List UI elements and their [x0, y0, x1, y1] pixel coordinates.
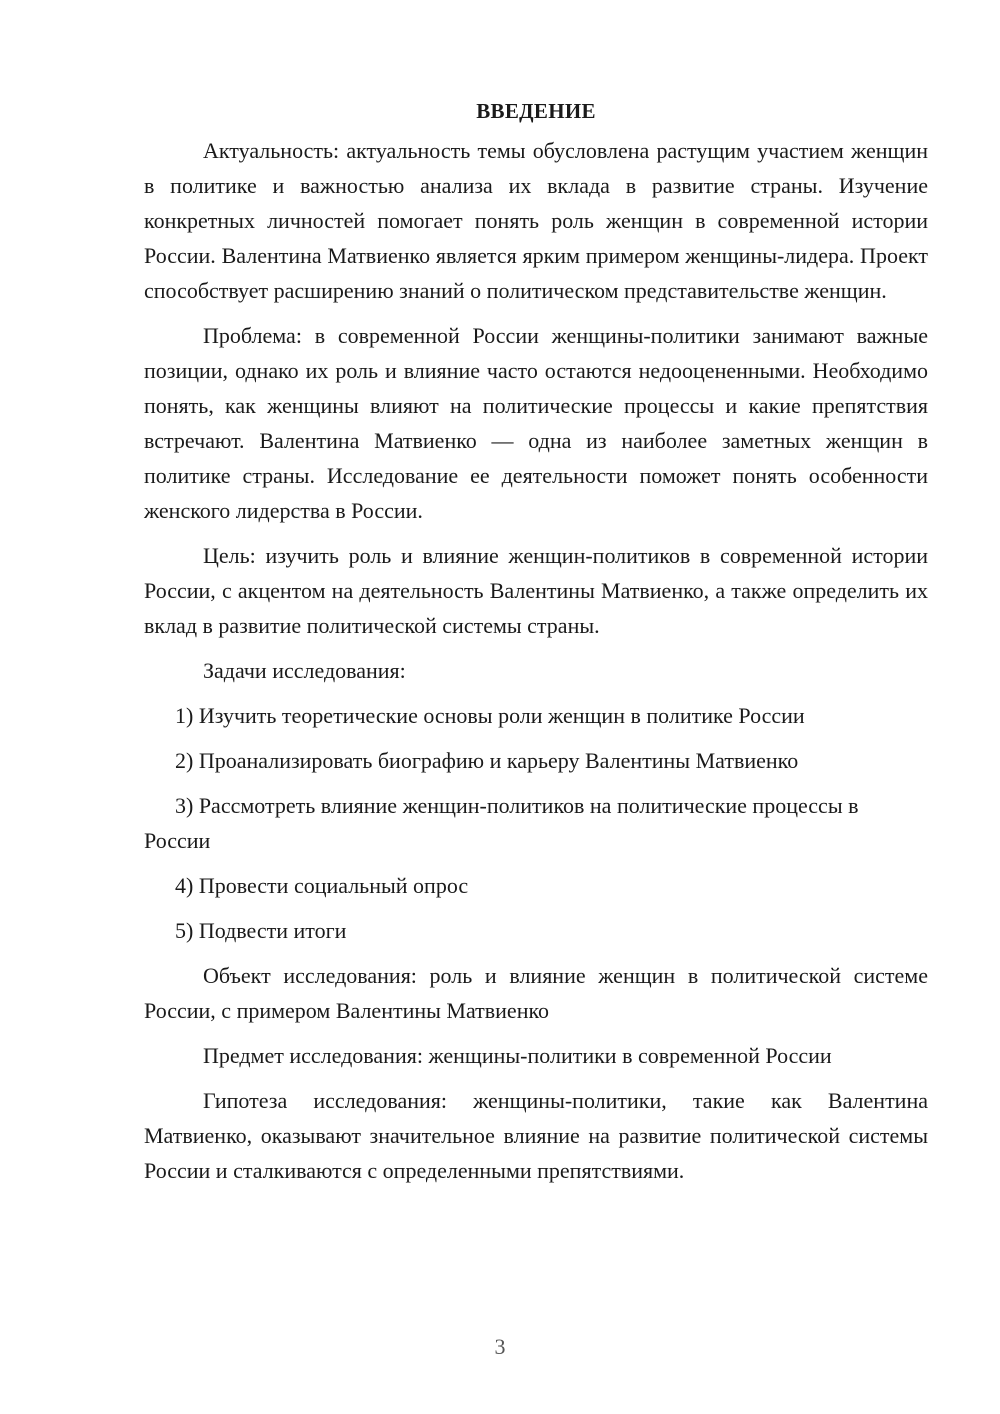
page-number: 3: [494, 1334, 506, 1359]
task-item-4: 4) Провести социальный опрос: [175, 873, 469, 898]
object-paragraph: Объект исследования: роль и влияние женщин в политической системе России, с примером Валентины Матвиенко: [144, 963, 928, 1023]
relevance-paragraph: Актуальность: актуальность темы обусловлена растущим участием женщин в политике и важностью анализа их вклада в развитие страны. Изучение конкретных личностей помогает понять роль женщин в современной истории России. Валентина Матвиенко является ярким примером женщины-лидера. Проект способствует расширению знаний о политическом представительстве женщин.: [144, 138, 928, 303]
goal-paragraph: Цель: изучить роль и влияние женщин-политиков в современной истории России, с акцентом на деятельность Валентины Матвиенко, а также определить их вклад в развитие политической системы страны.: [144, 543, 928, 638]
subject-paragraph: Предмет исследования: женщины-политики в современной России: [203, 1043, 832, 1068]
tasks-heading: Задачи исследования:: [203, 658, 406, 683]
problem-paragraph: Проблема: в современной России женщины-политики занимают важные позиции, однако их роль и влияние часто остаются недооцененными. Необходимо понять, как женщины влияют на политические процессы и какие препятствия встречают. Валентина Матвиенко — одна из наиболее заметных женщин в политике страны. Исследование ее деятельности поможет понять особенности женского лидерства в России.: [144, 323, 928, 523]
task-item-3: 3) Рассмотреть влияние женщин-политиков на политические процессы в России: [144, 793, 859, 853]
task-item-2: 2) Проанализировать биографию и карьеру Валентины Матвиенко: [175, 748, 799, 773]
page-title: ВВЕДЕНИЕ: [476, 99, 596, 123]
task-item-1: 1) Изучить теоретические основы роли женщин в политике России: [175, 703, 805, 728]
hypothesis-paragraph: Гипотеза исследования: женщины-политики, такие как Валентина Матвиенко, оказывают значительное влияние на развитие политической системы России и сталкиваются с определенными препятствиями.: [144, 1088, 928, 1183]
task-item-5: 5) Подвести итоги: [175, 918, 347, 943]
document-body: [144, 96, 928, 1198]
